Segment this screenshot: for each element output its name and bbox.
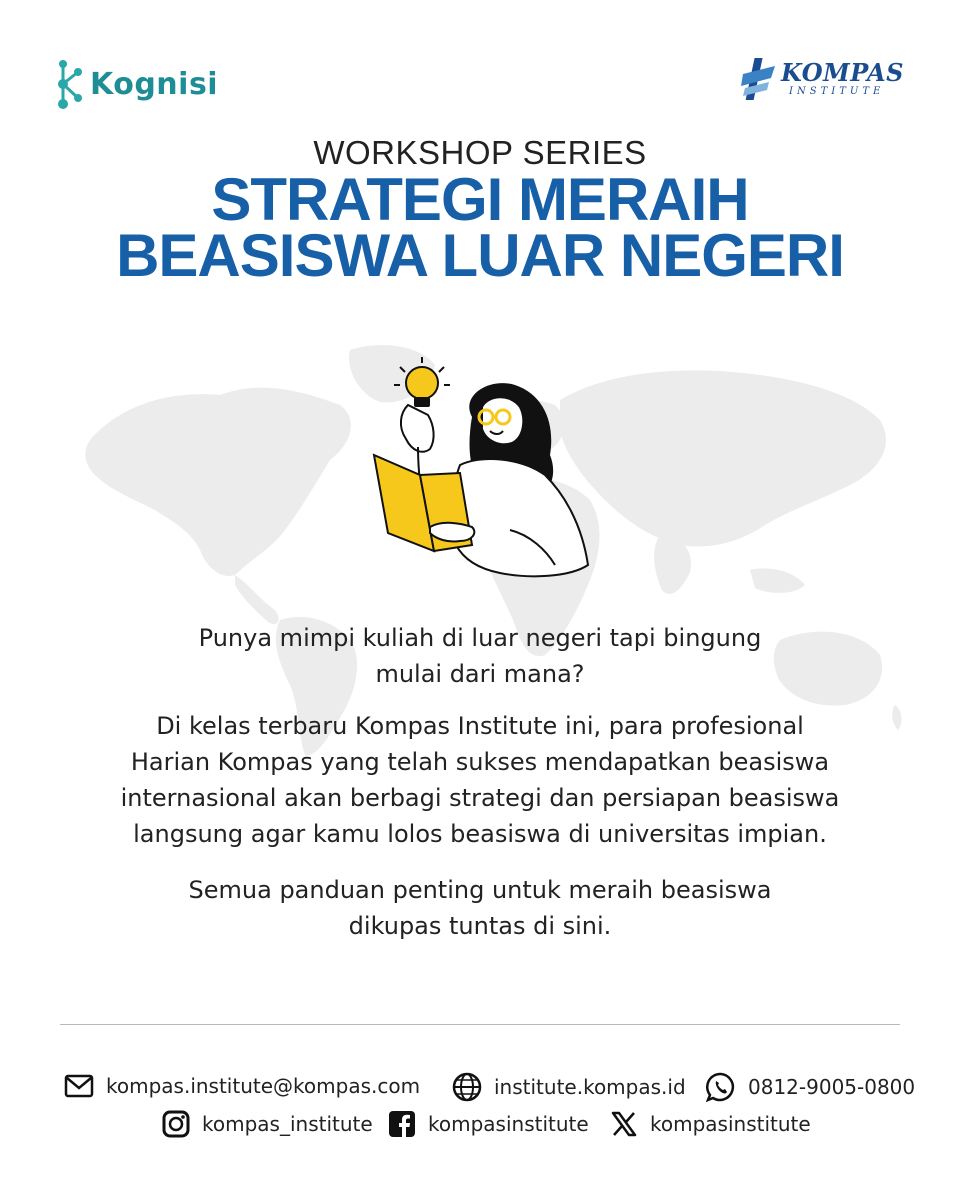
intro-line: Punya mimpi kuliah di luar negeri tapi bingung [198,624,762,652]
description-line: internasional akan berbagi strategi dan persiapan beasiswa [120,784,840,812]
closing-line: dikupas tuntas di sini. [348,912,612,940]
eyebrow-heading: WORKSHOP SERIES [313,134,647,171]
instagram-icon [162,1110,190,1138]
woman-reading-illustration [360,355,600,585]
description-line: Di kelas terbaru Kompas Institute ini, para profesional [156,712,804,740]
intro-paragraph [60,620,900,692]
title-line-1: STRATEGI MERAIH [211,166,749,233]
footer-divider [60,1024,900,1025]
description-line: langsung agar kamu lolos beasiswa di universitas impian. [133,820,827,848]
closing-line: Semua panduan penting untuk meraih beasiswa [188,876,772,904]
facebook-icon [388,1110,416,1138]
contact-email[interactable] [64,1074,420,1098]
globe-icon [452,1072,482,1102]
kognisi-logo [56,58,218,110]
contact-whatsapp[interactable] [706,1072,915,1102]
kognisi-logo-text: Kognisi [90,66,219,102]
contact-facebook[interactable] [388,1110,589,1138]
contact-x-text[interactable]: kompasinstitute [650,1112,811,1136]
whatsapp-icon [706,1072,736,1102]
lightbulb-icon [394,357,450,407]
contact-whatsapp-text[interactable]: 0812-9005-0800 [748,1075,916,1099]
contact-email-text[interactable]: kompas.institute@kompas.com [106,1074,421,1098]
kompas-logo-text: KOMPAS [781,58,904,87]
description-line: Harian Kompas yang telah sukses mendapatkan beasiswa [130,748,830,776]
contact-x[interactable] [610,1110,811,1138]
contact-facebook-text[interactable]: kompasinstitute [428,1112,589,1136]
kompas-institute-logo [741,56,904,102]
kognisi-logo-mark-icon [56,58,84,110]
contact-website[interactable] [452,1072,686,1102]
description-paragraph [60,708,900,852]
mail-icon [64,1074,94,1098]
kompas-logo-mark-icon [741,56,777,102]
closing-paragraph [60,872,900,944]
contact-instagram-text[interactable]: kompas_institute [202,1112,373,1136]
x-icon [610,1110,638,1138]
title-line-2: BEASISWA LUAR NEGERI [116,222,844,289]
contact-website-text[interactable]: institute.kompas.id [494,1075,686,1099]
kompas-logo-subtext: INSTITUTE [789,86,885,97]
contact-instagram[interactable] [162,1110,373,1138]
intro-line: mulai dari mana? [375,660,585,688]
page-title [0,166,960,289]
